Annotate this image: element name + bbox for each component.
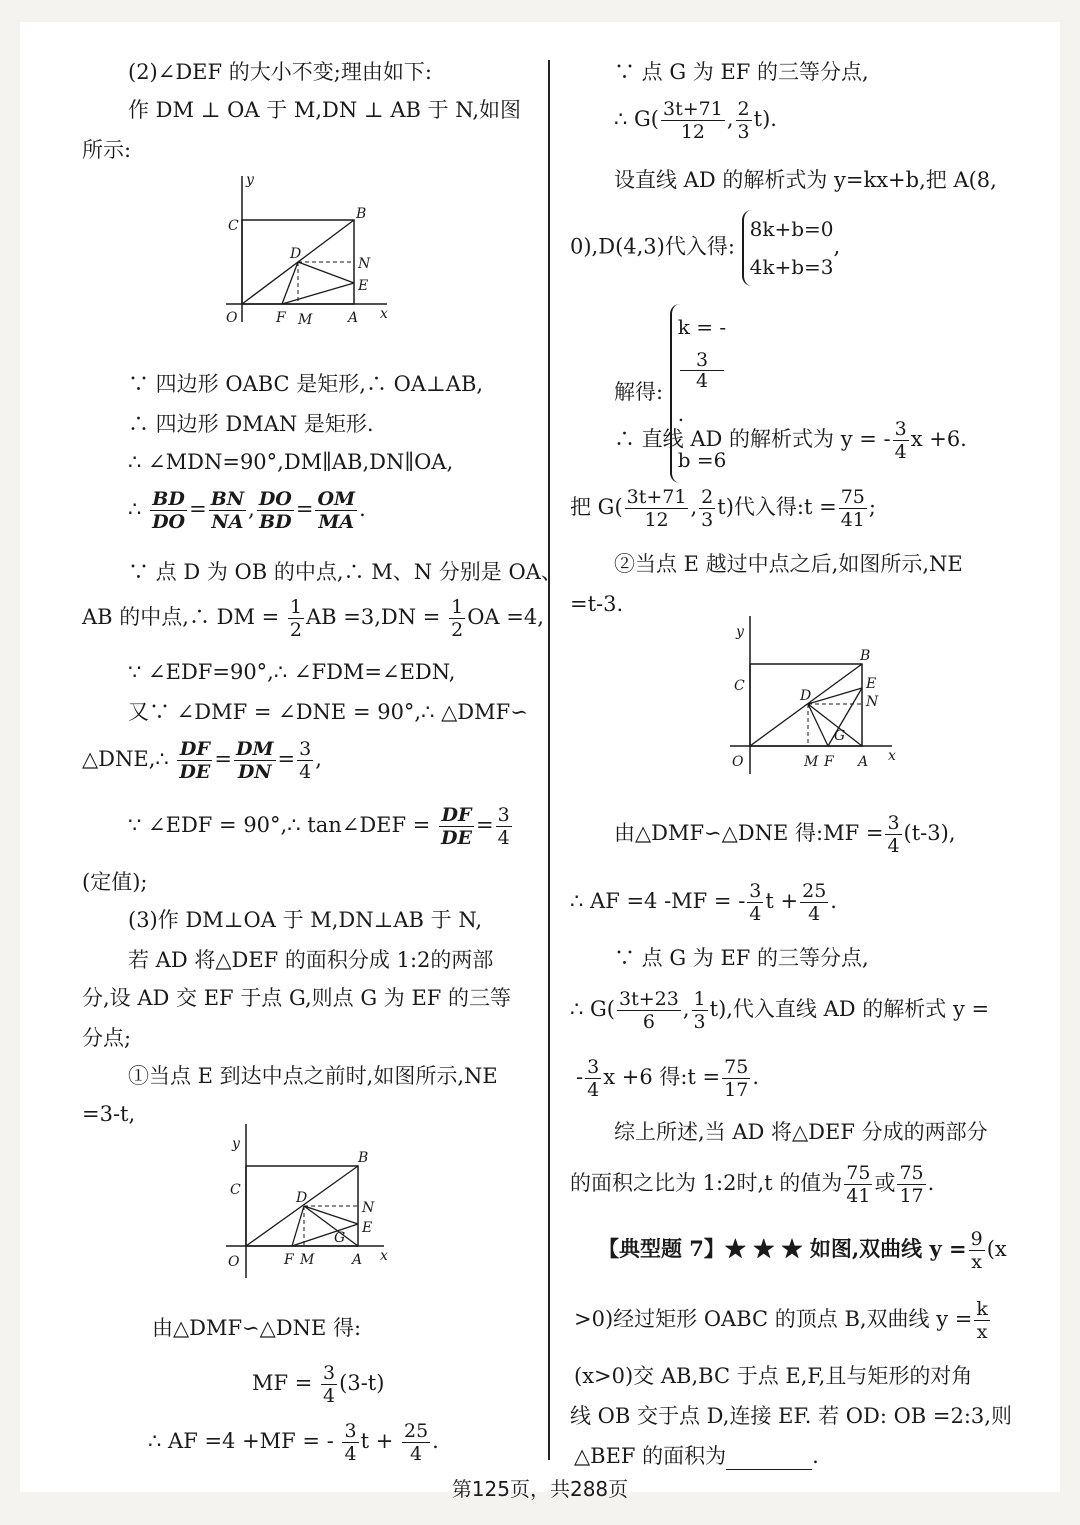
point-label-f: F xyxy=(276,310,286,326)
text-line: (定值); xyxy=(82,870,148,894)
formula-line: ∴ G( $\frac{3t+23}{6}$ , $\frac{1}{3}$ t),代入直线 AD 的解析式 y = xyxy=(570,988,990,1033)
text-line: ∵ 点 G 为 EF 的三等分点, xyxy=(614,60,869,84)
formula-line: 0),D(4,3)代入得: 8k+b=0 4k+b=3 , xyxy=(570,210,840,286)
point-label-g: G xyxy=(834,728,846,744)
formula-line: 由△DMF∽△DNE 得:MF = $\frac{3}{4}$ (t-3), xyxy=(614,812,956,857)
point-label-f: F xyxy=(284,1252,294,1268)
formula-line: △DNE,∴ $\frac{DF}{DE}$ = $\frac{DM}{DN}$ = $\frac{3}{4}$ , xyxy=(82,738,322,783)
point-label-o: O xyxy=(228,1254,240,1270)
axis-label-x: x xyxy=(888,748,896,764)
point-label-g: G xyxy=(334,1230,346,1246)
text-line: (x>0)交 AB,BC 于点 E,F,且与矩形的对角 xyxy=(574,1364,973,1388)
text-line: ∴ ∠MDN=90°,DM∥AB,DN∥OA, xyxy=(128,450,454,474)
text-line: (2)∠DEF 的大小不变;理由如下: xyxy=(128,60,432,84)
point-label-a: A xyxy=(348,310,359,326)
answer-blank[interactable] xyxy=(726,1449,812,1470)
formula-line: ∴ AF =4 +MF = - $\frac{3}{4}$ t + $\frac{25}{4}$ . xyxy=(148,1420,439,1465)
text-line: (3)作 DM⊥OA 于 M,DN⊥AB 于 N, xyxy=(128,908,483,932)
text-line: ∵ ∠EDF=90°,∴ ∠FDM=∠EDN, xyxy=(128,660,456,684)
axis-label-y: y xyxy=(736,624,744,640)
text-line: 分点; xyxy=(82,1026,132,1050)
text-line: =3-t, xyxy=(82,1102,136,1126)
axis-label-y: y xyxy=(232,1136,240,1152)
point-label-c: C xyxy=(734,678,745,694)
axis-label-y: y xyxy=(246,172,254,188)
formula-line: - $\frac{3}{4}$ x +6 得:t = $\frac{75}{17}$ . xyxy=(576,1056,760,1101)
text-line: 作 DM ⊥ OA 于 M,DN ⊥ AB 于 N,如图 xyxy=(128,98,521,122)
figure-3 xyxy=(710,606,910,784)
point-label-n: N xyxy=(358,256,371,272)
point-label-m: M xyxy=(804,754,819,770)
text-line: 由△DMF∽△DNE 得: xyxy=(152,1316,362,1340)
formula-line: MF = $\frac{3}{4}$ (3-t) xyxy=(252,1362,385,1407)
point-label-e: E xyxy=(358,278,369,294)
point-label-a: A xyxy=(858,754,869,770)
point-label-d: D xyxy=(290,246,302,262)
formula-line: 的面积之比为 1:2时,t 的值为 $\frac{75}{41}$ 或 $\frac{75}{17}$ . xyxy=(570,1162,935,1207)
point-label-b: B xyxy=(860,648,871,664)
point-label-m: M xyxy=(298,312,313,328)
formula-line: 解得: k = - 3 4 . b =6 xyxy=(614,304,726,483)
text-line: 所示: xyxy=(82,138,132,162)
formula-line: ∴ G( $\frac{3t+71}{12}$ , $\frac{2}{3}$ t). xyxy=(614,98,777,143)
point-label-e: E xyxy=(362,1220,373,1236)
point-label-e: E xyxy=(866,676,877,692)
formula-line: ∴ 直线 AD 的解析式为 y = - $\frac{3}{4}$ x +6. xyxy=(614,418,967,463)
point-label-b: B xyxy=(356,206,367,222)
text-line: 又∵ ∠DMF = ∠DNE = 90°,∴ △DMF∽ xyxy=(128,700,528,724)
text-line: 设直线 AD 的解析式为 y=kx+b,把 A(8, xyxy=(614,168,997,192)
point-label-f: F xyxy=(824,754,834,770)
point-label-d: D xyxy=(296,1190,308,1206)
axis-label-x: x xyxy=(380,306,388,322)
formula-line: ∴ AF =4 -MF = - $\frac{3}{4}$ t + $\frac{25}{4}$ . xyxy=(570,880,837,925)
point-label-o: O xyxy=(732,754,744,770)
text-line: ∵ 点 D 为 OB 的中点,∴ M、N 分别是 OA、 xyxy=(128,560,562,584)
formula-line: ∴ $\frac{BD}{DO}$ = $\frac{BN}{NA}$ , $\frac{DO}{BD}$ = $\frac{OM}{MA}$ . xyxy=(128,488,366,533)
text-line: =t-3. xyxy=(570,592,624,616)
text-line: ∵ 四边形 OABC 是矩形,∴ OA⊥AB, xyxy=(128,372,484,396)
point-label-d: D xyxy=(800,688,812,704)
text-line: ②当点 E 越过中点之后,如图所示,NE xyxy=(614,552,963,576)
problem-line: △BEF 的面积为 . xyxy=(574,1444,819,1468)
column-divider xyxy=(548,60,550,1460)
text-line: 若 AD 将△DEF 的面积分成 1:2的两部 xyxy=(128,948,494,972)
text-line: ①当点 E 到达中点之前时,如图所示,NE xyxy=(128,1064,498,1088)
formula-line: 把 G( $\frac{3t+71}{12}$ , $\frac{2}{3}$ t)代入得:t = $\frac{75}{41}$ ; xyxy=(570,486,876,531)
problem-line: 【典型题 7】★ ★ ★ 如图,双曲线 y = $\frac{9}{x}$ (x xyxy=(598,1228,1007,1273)
text-line: 综上所述,当 AD 将△DEF 分成的两部分 xyxy=(614,1120,988,1144)
point-label-n: N xyxy=(362,1200,375,1216)
text-line: 分,设 AD 交 EF 于点 G,则点 G 为 EF 的三等 xyxy=(82,986,512,1010)
problem-line: >0)经过矩形 OABC 的顶点 B,双曲线 y = $\frac{k}{x}$ xyxy=(574,1298,988,1343)
text-line: 线 OB 交于点 D,连接 EF. 若 OD: OB =2:3,则 xyxy=(570,1404,1012,1428)
formula-line: ∵ ∠EDF = 90°,∴ tan∠DEF = $\frac{DF}{DE}$ = $\frac{3}{4}$ xyxy=(128,804,510,849)
axis-label-x: x xyxy=(380,1248,388,1264)
text-line: ∵ 点 G 为 EF 的三等分点, xyxy=(614,946,869,970)
document-page xyxy=(20,22,1060,1492)
point-label-m: M xyxy=(300,1252,315,1268)
point-label-n: N xyxy=(866,694,879,710)
figure-2 xyxy=(212,1118,392,1288)
point-label-o: O xyxy=(226,310,238,326)
figure-1 xyxy=(212,172,392,332)
point-label-c: C xyxy=(230,1182,241,1198)
text-line: ∴ 四边形 DMAN 是矩形. xyxy=(128,412,374,436)
point-label-c: C xyxy=(228,218,239,234)
point-label-a: A xyxy=(352,1252,363,1268)
formula-line: AB 的中点,∴ DM = $\frac{1}{2}$ AB =3,DN = $\frac{1}{2}$ OA =4, xyxy=(82,596,544,641)
page-footer: 第125页，共288页 xyxy=(451,1477,629,1501)
point-label-b: B xyxy=(358,1150,369,1166)
